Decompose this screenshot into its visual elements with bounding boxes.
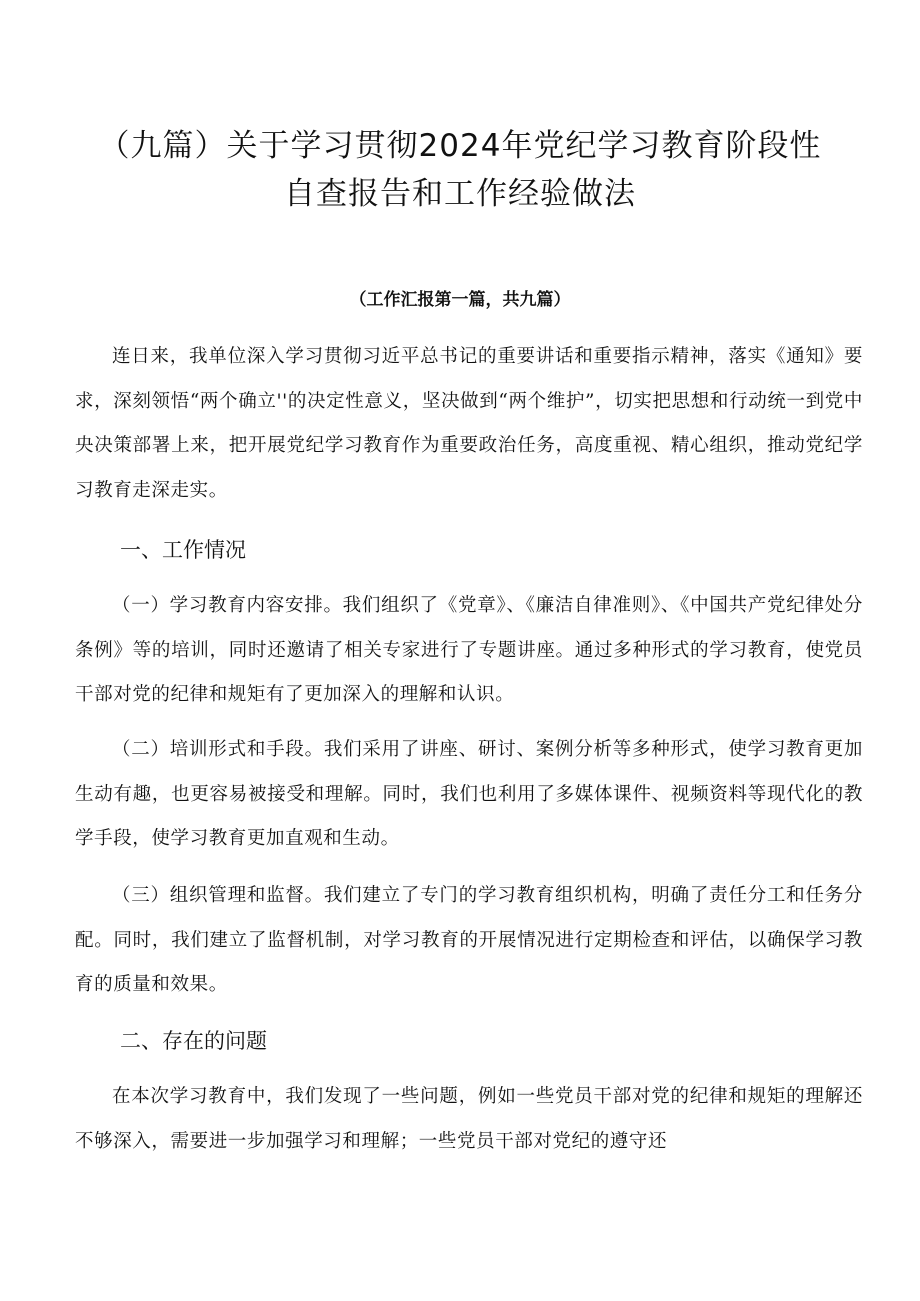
section-1-paragraph-1: （一）学习教育内容安排。我们组织了《党章》、《廉洁自律准则》、《中国共产党纪律处分条例》等的培训，同时还邀请了相关专家进行了专题讲座。通过多种形式的学习教育，使党员干部对党的纪律和规矩有了更加深入的理解和认识。 (75, 595, 863, 705)
section-1-heading: 一、工作情况 (120, 538, 246, 562)
section-2-heading: 二、存在的问题 (120, 1029, 267, 1053)
section-2-paragraph-1: 在本次学习教育中，我们发现了一些问题，例如一些党员干部对党的纪律和规矩的理解还不够深入，需要进一步加强学习和理解；一些党员干部对党纪的遵守还 (75, 1086, 863, 1152)
document-title-line-1: （九篇）关于学习贯彻2024年党纪学习教育阶段性 (98, 128, 822, 164)
section-1-paragraph-2: （二）培训形式和手段。我们采用了讲座、研讨、案例分析等多种形式，使学习教育更加生动有趣，也更容易被接受和理解。同时，我们也利用了多媒体课件、视频资料等现代化的教学手段，使学习教育更加直观和生动。 (75, 739, 863, 849)
intro-paragraph: 连日来，我单位深入学习贯彻习近平总书记的重要讲话和重要指示精神，落实《通知》要求，深刻领悟“两个确立''的决定性意义，坚决做到“两个维护”，切实把思想和行动统一到党中央决策部署上来，把开展党纪学习教育作为重要政治任务，高度重视、精心组织，推动党纪学习教育走深走实。 (75, 346, 863, 501)
document-subtitle: （工作汇报第一篇，共九篇） (349, 290, 571, 310)
section-1-paragraph-3: （三）组织管理和监督。我们建立了专门的学习教育组织机构，明确了责任分工和任务分配。同时，我们建立了监督机制，对学习教育的开展情况进行定期检查和评估，以确保学习教育的质量和效果。 (75, 885, 863, 995)
document-title-line-2: 自查报告和工作经验做法 (284, 176, 636, 212)
